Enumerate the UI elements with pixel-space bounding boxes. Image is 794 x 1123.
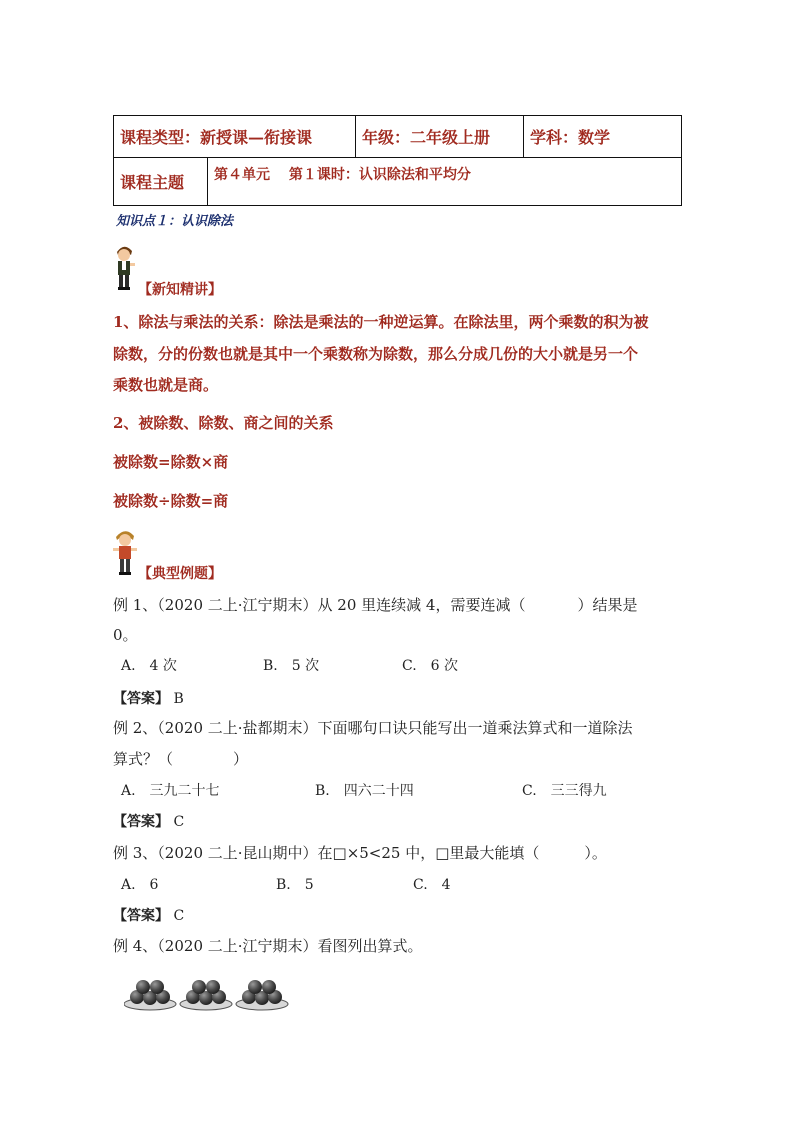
knowledge-point-title: 知识点１：认识除法 <box>116 214 234 229</box>
option-b[interactable]: B. 四六二十四 <box>315 783 414 799</box>
formula-2: 被除数÷除数=商 <box>113 492 229 510</box>
example-3-answer: 【答案】 C <box>113 908 185 924</box>
example-4-question: 例 4、（2020 二上·江宁期末）看图列出算式。 <box>113 937 423 955</box>
plate-1 <box>124 980 176 1010</box>
option-c[interactable]: C. 4 <box>413 877 451 893</box>
new-line-4: 2、被除数、除数、商之间的关系 <box>113 414 334 432</box>
topic-cell: 第４单元 第１课时：认识除法和平均分 <box>208 158 682 206</box>
example-1-question-cont: 0。 <box>113 626 138 644</box>
option-c[interactable]: C. 6 次 <box>402 658 459 674</box>
option-a[interactable]: A. 三九二十七 <box>121 783 220 799</box>
example-1-answer: 【答案】 B <box>113 691 184 707</box>
new-line-3: 乘数也就是商。 <box>113 376 219 394</box>
new-line-1: 1、除法与乘法的关系：除法是乘法的一种逆运算。在除法里，两个乘数的积为被 <box>113 313 649 331</box>
option-b[interactable]: B. 5 次 <box>263 658 320 674</box>
option-a[interactable]: A. 6 <box>121 877 159 893</box>
section-examples: 【典型例题】 <box>138 566 222 582</box>
new-line-2: 除数，分的份数也就是其中一个乘数称为除数，那么分成几份的大小就是另一个 <box>113 345 639 363</box>
example-3-question: 例 3、（2020 二上·昆山期中）在□×5<25 中，□里最大能填（ ）。 <box>113 844 607 862</box>
teacher-figure-icon <box>112 243 136 291</box>
subject-cell: 学科：数学 <box>524 116 682 158</box>
example-2-answer: 【答案】 C <box>113 814 185 830</box>
course-type-cell: 课程类型：新授课—衔接课 <box>114 116 356 158</box>
topic-label-cell: 课程主题 <box>114 158 208 206</box>
plate-3 <box>236 980 288 1010</box>
option-a[interactable]: A. 4 次 <box>121 658 177 674</box>
example-2-question: 例 2、（2020 二上·盐都期末）下面哪句口诀只能写出一道乘法算式和一道除法 <box>113 719 633 737</box>
student-figure-icon <box>112 528 138 576</box>
grade-cell: 年级：二年级上册 <box>356 116 524 158</box>
example-1-question: 例 1、（2020 二上·江宁期末）从 20 里连续减 4，需要连减（ ）结果是 <box>113 596 638 614</box>
course-info-table <box>113 115 682 206</box>
plate-2 <box>180 980 232 1010</box>
option-b[interactable]: B. 5 <box>276 877 314 893</box>
formula-1: 被除数=除数×商 <box>113 453 229 471</box>
option-c[interactable]: C. 三三得九 <box>522 783 607 799</box>
plates-of-balls-image <box>124 974 289 1012</box>
section-new-knowledge: 【新知精讲】 <box>138 282 222 298</box>
example-2-question-cont: 算式？（ ） <box>113 750 249 768</box>
